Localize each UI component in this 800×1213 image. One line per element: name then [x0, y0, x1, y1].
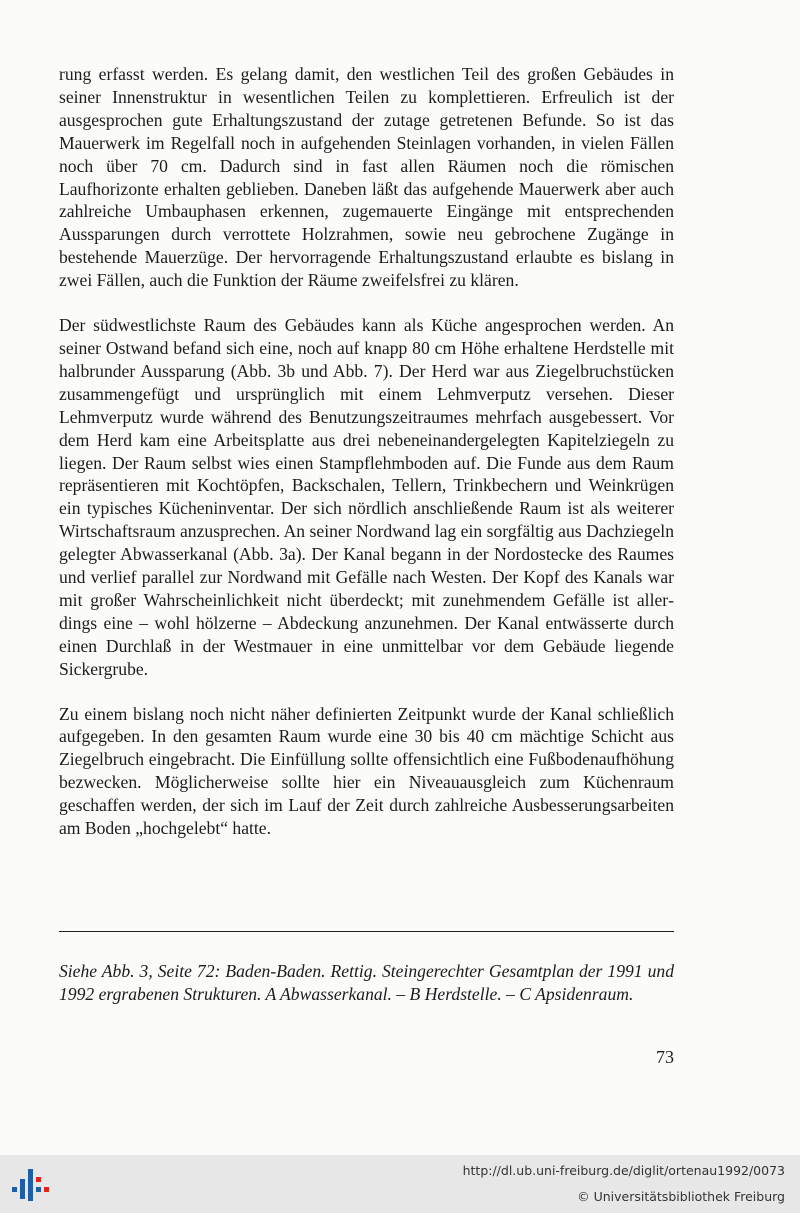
body-text	[59, 63, 674, 862]
paragraph-2: Der südwestlichste Raum des Gebäudes kann als Küche angesprochen werden. An seiner Ostwand befand sich eine, noch auf knapp 80 cm Höhe erhaltene Herdstelle mit halbrunder Aussparung (Abb. 3b und Abb. 7). Der Herd war aus Ziegelbruchstücken zusammengefügt und ursprünglich mit einem Lehmverputz versehen. Dieser Lehmverputz wurde während des Benutzungszeitraumes mehrfach ausgebessert. Vor dem Herd kam eine Arbeitsplatte aus drei nebeneinandergelegten Kapitelziegeln zu liegen. Der Raum selbst wies einen Stampflehmboden auf. Die Funde aus dem Raum repräsentieren mit Kochtöpfen, Backschalen, Tellern, Trinkbechern und Weinkrügen ein typisches Kücheninventar. Der sich nördlich anschließende Raum ist als weiterer Wirtschaftsraum anzusprechen. An seiner Nordwand lag ein sorgfältig aus Dachziegeln gelegter Abwasserkanal (Abb. 3a). Der Kanal begann in der Nordostecke des Raumes und verlief parallel zur Nordwand mit Gefälle nach Westen. Der Kopf des Kanals war mit großer Wahrscheinlichkeit nicht überdeckt; mit zunehmendem Gefälle ist allerdings eine – wohl hölzerne – Abdeckung anzunehmen. Der Kanal entwässerte durch einen Durchlaß in der Westmauer in eine unmittelbar vor dem Gebäude liegende Sickergrube.	[59, 315, 674, 679]
paragraph-3: Zu einem bislang noch nicht näher definierten Zeitpunkt wurde der Kanal schließlich aufgegeben. In den gesamten Raum wurde eine 30 bis 40 cm mächtige Schicht aus Ziegelbruch eingebracht. Die Einfüllung sollte offensichtlich eine Fußbodenaufhöhung bezwecken. Möglicherweise sollte hier ein Niveauausgleich zum Küchenraum geschaffen werden, der sich im Lauf der Zeit durch zahlreiche Ausbesserungsarbeiten am Boden „hochgelebt“ hatte.	[59, 703, 674, 839]
footnote-divider	[59, 931, 674, 932]
paragraph-1: rung erfasst werden. Es gelang damit, den westlichen Teil des großen Gebäudes in seiner Innenstruktur in wesentlichen Teilen zu komplettieren. Erfreulich ist der ausgesprochen gute Erhaltungszustand der zutage getretenen Befunde. So ist das Mauerwerk im Regelfall noch in aufgehenden Steinlagen vorhanden, in vielen Fällen noch über 70 cm. Dadurch sind in fast allen Räumen noch die römischen Laufhorizonte erhalten geblieben. Daneben läßt das aufgehende Mauerwerk aber auch zahlreiche Umbauphasen erkennen, zugemauerte Eingänge mit entsprechenden Aussparungen durch verrottete Holzrahmen, sowie neu gebrochene Zugänge in bestehende Mauerzüge. Der hervorragende Erhaltungszustand erlaubte es bislang in zwei Fällen, auch die Funktion der Räume zweifelsfrei zu klären.	[59, 64, 674, 291]
footer-url-link[interactable]: http://dl.ub.uni-freiburg.de/diglit/ortenau1992/0073	[462, 1163, 785, 1178]
page-number: 73	[656, 1047, 674, 1067]
footer-copyright: © Universitätsbibliothek Freiburg	[577, 1189, 785, 1204]
ub-freiburg-logo-icon	[8, 1163, 52, 1207]
figure-caption: Siehe Abb. 3, Seite 72: Baden-Baden. Rettig. Steingerechter Gesamtplan der 1991 und 1992 ergrabenen Strukturen. A Abwasserkanal. – B Herdstelle. – C Apsidenraum.	[59, 961, 674, 1004]
